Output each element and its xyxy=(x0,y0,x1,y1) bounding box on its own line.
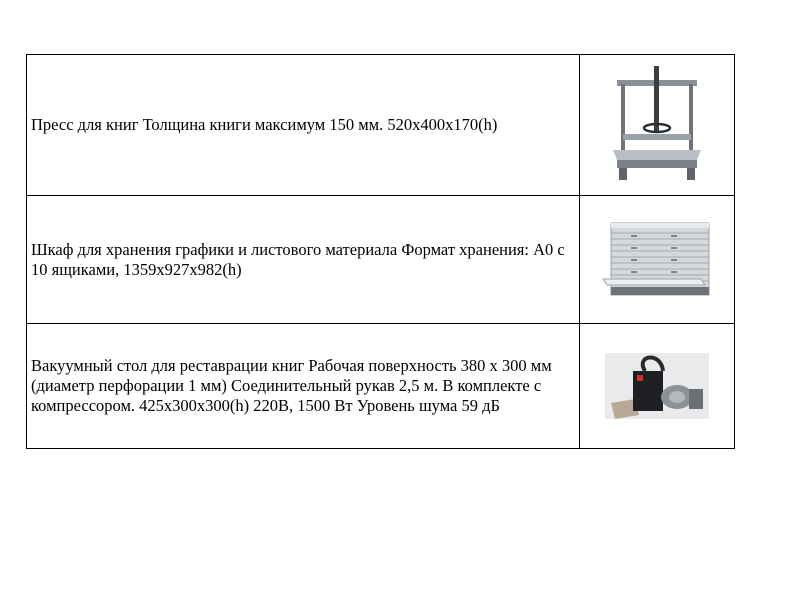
row-image-cell xyxy=(580,55,735,196)
vacuum-table-image xyxy=(605,353,709,419)
table-row xyxy=(27,324,735,449)
row-image-cell xyxy=(580,324,735,449)
row-image-cell xyxy=(580,196,735,324)
table-row xyxy=(27,55,735,196)
book-press-image xyxy=(611,66,703,184)
row-description: Шкаф для хранения графики и листового материала Формат хранения: А0 с 10 ящиками, 1359x927x982(h) xyxy=(27,196,580,324)
equipment-table xyxy=(26,54,735,449)
table-row xyxy=(27,196,735,324)
row-description: Пресс для книг Толщина книги максимум 150 мм. 520x400x170(h) xyxy=(27,55,580,196)
flat-file-cabinet-image xyxy=(601,219,713,301)
row-description: Вакуумный стол для реставрации книг Рабочая поверхность 380 х 300 мм (диаметр перфорации 1 мм) Соединительный рукав 2,5 м. В комплекте с компрессором. 425x300x300(h) 220В, 1500 Вт Уровень шума 59 дБ xyxy=(27,324,580,449)
